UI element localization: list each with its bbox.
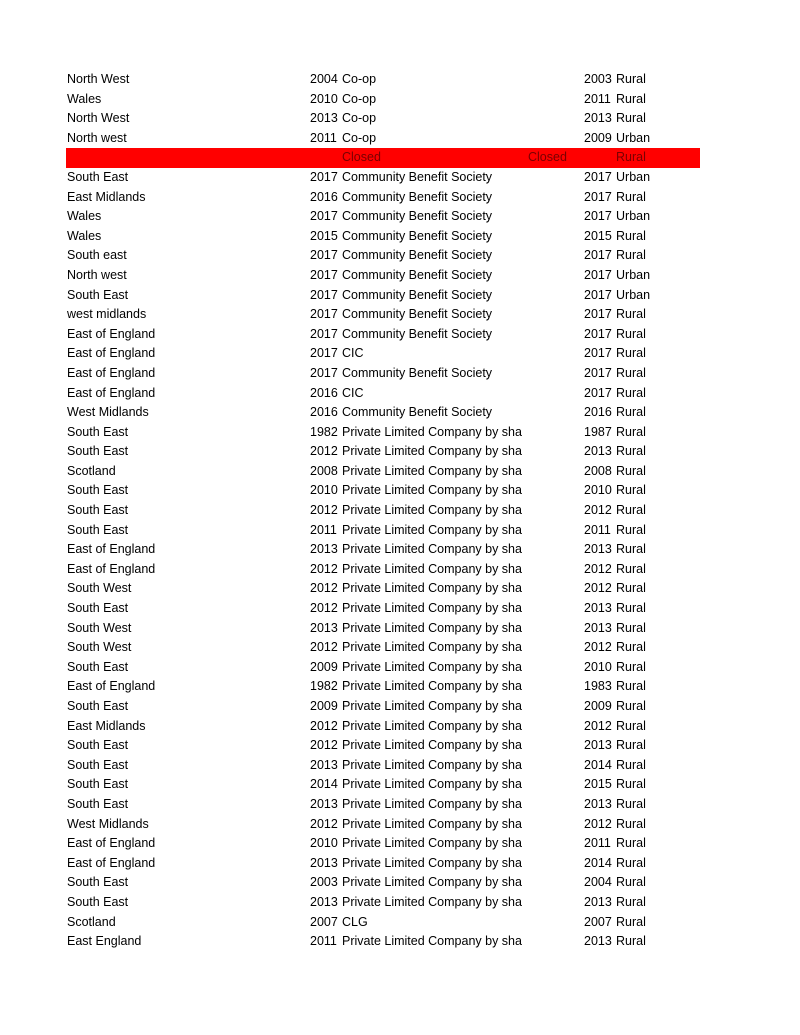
year-cell: 2017 bbox=[310, 267, 338, 282]
table-row bbox=[66, 913, 700, 933]
type-cell: Private Limited Company by sha bbox=[342, 424, 522, 439]
type-cell: Private Limited Company by sha bbox=[342, 894, 522, 909]
record-year-cell: 2013 bbox=[584, 738, 612, 753]
region-cell: South East bbox=[67, 875, 129, 890]
record-year-cell: 2015 bbox=[584, 228, 612, 243]
area-cell: Rural bbox=[616, 365, 646, 380]
record-year-cell: 1983 bbox=[584, 679, 612, 694]
region-cell: East of England bbox=[67, 346, 156, 361]
table-row bbox=[66, 638, 700, 658]
area-cell: Rural bbox=[616, 601, 646, 616]
region-cell: South East bbox=[67, 424, 129, 439]
area-cell: Rural bbox=[616, 542, 646, 557]
table-row bbox=[66, 70, 700, 90]
type-cell: Private Limited Company by sha bbox=[342, 483, 522, 498]
region-cell: North west bbox=[67, 267, 127, 282]
area-cell: Rural bbox=[616, 463, 646, 478]
type-cell: CIC bbox=[342, 385, 364, 400]
record-year-cell: 2011 bbox=[584, 522, 611, 537]
type-cell: Private Limited Company by sha bbox=[342, 522, 522, 537]
table-row bbox=[66, 90, 700, 110]
area-cell: Rural bbox=[616, 483, 646, 498]
year-cell: 2014 bbox=[310, 777, 338, 792]
table-row bbox=[66, 560, 700, 580]
year-cell: 2010 bbox=[310, 91, 338, 106]
record-year-cell: 2017 bbox=[584, 385, 612, 400]
region-cell: South East bbox=[67, 738, 129, 753]
table-row bbox=[66, 658, 700, 678]
table-row bbox=[66, 834, 700, 854]
type-cell: Community Benefit Society bbox=[342, 189, 493, 204]
type-cell: Private Limited Company by sha bbox=[342, 620, 522, 635]
region-cell: East of England bbox=[67, 855, 156, 870]
region-cell: South East bbox=[67, 287, 129, 302]
record-year-cell: 2013 bbox=[584, 796, 612, 811]
area-cell: Rural bbox=[616, 111, 646, 126]
region-cell: South East bbox=[67, 601, 129, 616]
record-year-cell: 2010 bbox=[584, 483, 612, 498]
record-year-cell: 2014 bbox=[584, 757, 612, 772]
type-cell: Private Limited Company by sha bbox=[342, 699, 522, 713]
area-cell: Rural bbox=[616, 699, 646, 713]
year-cell: 2017 bbox=[310, 326, 338, 341]
area-cell: Rural bbox=[616, 934, 646, 949]
area-cell: Urban bbox=[616, 130, 651, 145]
table-row bbox=[66, 246, 700, 266]
type-cell: Community Benefit Society bbox=[342, 307, 493, 322]
closed-area: Rural bbox=[616, 150, 646, 165]
type-cell: Private Limited Company by sha bbox=[342, 777, 522, 792]
record-year-cell: 2013 bbox=[584, 620, 612, 635]
record-year-cell: 2017 bbox=[584, 267, 612, 282]
region-cell: East of England bbox=[67, 326, 156, 341]
year-cell: 2012 bbox=[310, 503, 338, 518]
region-cell: South East bbox=[67, 777, 129, 792]
area-cell: Rural bbox=[616, 894, 646, 909]
record-year-cell: 1987 bbox=[584, 424, 612, 439]
table-row bbox=[66, 873, 700, 893]
year-cell: 2010 bbox=[310, 483, 338, 498]
type-cell: Private Limited Company by sha bbox=[342, 679, 522, 694]
area-cell: Rural bbox=[616, 561, 646, 576]
type-cell: Private Limited Company by sha bbox=[342, 503, 522, 518]
table-row bbox=[66, 717, 700, 737]
region-cell: South East bbox=[67, 522, 129, 537]
record-year-cell: 2013 bbox=[584, 894, 612, 909]
year-cell: 2013 bbox=[310, 620, 338, 635]
year-cell: 2017 bbox=[310, 346, 338, 361]
region-cell: Scotland bbox=[67, 463, 116, 478]
table-row bbox=[66, 932, 700, 952]
closed-label-a: Closed bbox=[342, 150, 381, 165]
year-cell: 2011 bbox=[310, 522, 337, 537]
record-year-cell: 2004 bbox=[584, 875, 612, 890]
record-year-cell: 2012 bbox=[584, 503, 612, 518]
table-row bbox=[66, 129, 700, 149]
year-cell: 2017 bbox=[310, 307, 338, 322]
type-cell: Co-op bbox=[342, 111, 377, 126]
type-cell: Private Limited Company by sha bbox=[342, 738, 522, 753]
type-cell: Community Benefit Society bbox=[342, 248, 493, 263]
table-row bbox=[66, 266, 700, 286]
table-row bbox=[66, 305, 700, 325]
region-cell: North west bbox=[67, 130, 127, 145]
region-cell: South East bbox=[67, 169, 129, 184]
record-year-cell: 2010 bbox=[584, 659, 612, 674]
region-cell: North West bbox=[67, 111, 130, 126]
year-cell: 2013 bbox=[310, 855, 338, 870]
table-row bbox=[66, 540, 700, 560]
record-year-cell: 2011 bbox=[584, 836, 611, 851]
year-cell: 2016 bbox=[310, 405, 338, 420]
table-row bbox=[66, 423, 700, 443]
table-row bbox=[66, 795, 700, 815]
region-cell: South East bbox=[67, 757, 129, 772]
record-year-cell: 2017 bbox=[584, 287, 612, 302]
area-cell: Rural bbox=[616, 875, 646, 890]
year-cell: 2016 bbox=[310, 385, 338, 400]
type-cell: CIC bbox=[342, 346, 364, 361]
region-cell: East of England bbox=[67, 679, 156, 694]
year-cell: 2012 bbox=[310, 816, 338, 831]
year-cell: 2017 bbox=[310, 365, 338, 380]
table-row bbox=[66, 403, 700, 423]
area-cell: Rural bbox=[616, 444, 646, 459]
record-year-cell: 2016 bbox=[584, 405, 612, 420]
year-cell: 2003 bbox=[310, 875, 338, 890]
year-cell: 2013 bbox=[310, 111, 338, 126]
table-row bbox=[66, 364, 700, 384]
year-cell: 1982 bbox=[310, 424, 338, 439]
table-row bbox=[66, 384, 700, 404]
type-cell: Private Limited Company by sha bbox=[342, 875, 522, 890]
year-cell: 2013 bbox=[310, 542, 338, 557]
region-cell: South West bbox=[67, 640, 132, 655]
area-cell: Rural bbox=[616, 757, 646, 772]
record-year-cell: 2014 bbox=[584, 855, 612, 870]
table-row bbox=[66, 227, 700, 247]
area-cell: Urban bbox=[616, 287, 651, 302]
region-cell: West Midlands bbox=[67, 405, 149, 420]
year-cell: 2013 bbox=[310, 796, 338, 811]
table-row bbox=[66, 462, 700, 482]
type-cell: Private Limited Company by sha bbox=[342, 463, 522, 478]
type-cell: Private Limited Company by sha bbox=[342, 796, 522, 811]
region-cell: East of England bbox=[67, 561, 156, 576]
type-cell: Community Benefit Society bbox=[342, 405, 493, 420]
record-year-cell: 2012 bbox=[584, 816, 612, 831]
record-year-cell: 2003 bbox=[584, 72, 612, 86]
record-year-cell: 2013 bbox=[584, 444, 612, 459]
table-row bbox=[66, 619, 700, 639]
table-row bbox=[66, 736, 700, 756]
area-cell: Urban bbox=[616, 267, 651, 282]
area-cell: Rural bbox=[616, 189, 646, 204]
type-cell: Private Limited Company by sha bbox=[342, 816, 522, 831]
record-year-cell: 2017 bbox=[584, 169, 612, 184]
record-year-cell: 2017 bbox=[584, 346, 612, 361]
record-year-cell: 2017 bbox=[584, 209, 612, 224]
record-year-cell: 2009 bbox=[584, 130, 612, 145]
type-cell: Private Limited Company by sha bbox=[342, 855, 522, 870]
year-cell: 2017 bbox=[310, 248, 338, 263]
table-row bbox=[66, 677, 700, 697]
type-cell: Private Limited Company by sha bbox=[342, 718, 522, 733]
area-cell: Rural bbox=[616, 718, 646, 733]
region-cell: South East bbox=[67, 444, 129, 459]
area-cell: Rural bbox=[616, 228, 646, 243]
year-cell: 2012 bbox=[310, 718, 338, 733]
record-year-cell: 2012 bbox=[584, 718, 612, 733]
area-cell: Urban bbox=[616, 209, 651, 224]
table-row bbox=[66, 344, 700, 364]
area-cell: Rural bbox=[616, 405, 646, 420]
table-row bbox=[66, 775, 700, 795]
type-cell: Private Limited Company by sha bbox=[342, 444, 522, 459]
type-cell: Private Limited Company by sha bbox=[342, 601, 522, 616]
table-row bbox=[66, 325, 700, 345]
type-cell: Community Benefit Society bbox=[342, 228, 493, 243]
rows-before-closed bbox=[66, 70, 700, 148]
record-year-cell: 2013 bbox=[584, 934, 612, 949]
type-cell: Community Benefit Society bbox=[342, 267, 493, 282]
rows-after-closed bbox=[66, 168, 700, 952]
table-row bbox=[66, 599, 700, 619]
area-cell: Rural bbox=[616, 620, 646, 635]
year-cell: 2012 bbox=[310, 640, 338, 655]
record-year-cell: 2011 bbox=[584, 91, 611, 106]
area-cell: Rural bbox=[616, 659, 646, 674]
record-year-cell: 2017 bbox=[584, 189, 612, 204]
area-cell: Rural bbox=[616, 424, 646, 439]
type-cell: CLG bbox=[342, 914, 368, 929]
year-cell: 2012 bbox=[310, 738, 338, 753]
table-row bbox=[66, 893, 700, 913]
region-cell: East of England bbox=[67, 385, 156, 400]
record-year-cell: 2013 bbox=[584, 542, 612, 557]
record-year-cell: 2009 bbox=[584, 699, 612, 713]
region-cell: West Midlands bbox=[67, 816, 149, 831]
area-cell: Rural bbox=[616, 777, 646, 792]
area-cell: Rural bbox=[616, 855, 646, 870]
record-year-cell: 2017 bbox=[584, 248, 612, 263]
year-cell: 2004 bbox=[310, 72, 338, 86]
table-row bbox=[66, 207, 700, 227]
year-cell: 2012 bbox=[310, 444, 338, 459]
area-cell: Rural bbox=[616, 503, 646, 518]
year-cell: 2008 bbox=[310, 463, 338, 478]
year-cell: 2009 bbox=[310, 699, 338, 713]
area-cell: Rural bbox=[616, 796, 646, 811]
type-cell: Private Limited Company by sha bbox=[342, 836, 522, 851]
table-row bbox=[66, 481, 700, 501]
region-cell: South east bbox=[67, 248, 127, 263]
year-cell: 2017 bbox=[310, 209, 338, 224]
region-cell: East England bbox=[67, 934, 142, 949]
region-cell: Scotland bbox=[67, 914, 116, 929]
year-cell: 2011 bbox=[310, 130, 337, 145]
year-cell: 2016 bbox=[310, 189, 338, 204]
area-cell: Rural bbox=[616, 679, 646, 694]
table-row bbox=[66, 756, 700, 776]
table-row bbox=[66, 168, 700, 188]
region-cell: west midlands bbox=[67, 307, 147, 322]
type-cell: Private Limited Company by sha bbox=[342, 757, 522, 772]
year-cell: 2009 bbox=[310, 659, 338, 674]
record-year-cell: 2013 bbox=[584, 111, 612, 126]
region-cell: South East bbox=[67, 796, 129, 811]
record-year-cell: 2012 bbox=[584, 581, 612, 596]
area-cell: Rural bbox=[616, 91, 646, 106]
area-cell: Rural bbox=[616, 346, 646, 361]
record-year-cell: 2013 bbox=[584, 601, 612, 616]
region-cell: Wales bbox=[67, 209, 102, 224]
record-year-cell: 2017 bbox=[584, 307, 612, 322]
table-row bbox=[66, 579, 700, 599]
type-cell: Community Benefit Society bbox=[342, 209, 493, 224]
type-cell: Private Limited Company by sha bbox=[342, 542, 522, 557]
type-cell: Co-op bbox=[342, 91, 377, 106]
area-cell: Rural bbox=[616, 836, 646, 851]
type-cell: Community Benefit Society bbox=[342, 326, 493, 341]
table-row bbox=[66, 501, 700, 521]
type-cell: Community Benefit Society bbox=[342, 365, 493, 380]
year-cell: 2007 bbox=[310, 914, 338, 929]
year-cell: 2013 bbox=[310, 894, 338, 909]
year-cell: 2011 bbox=[310, 934, 337, 949]
record-year-cell: 2008 bbox=[584, 463, 612, 478]
area-cell: Rural bbox=[616, 640, 646, 655]
type-cell: Private Limited Company by sha bbox=[342, 581, 522, 596]
year-cell: 2017 bbox=[310, 287, 338, 302]
type-cell: Co-op bbox=[342, 130, 377, 145]
area-cell: Rural bbox=[616, 738, 646, 753]
region-cell: South East bbox=[67, 659, 129, 674]
type-cell: Community Benefit Society bbox=[342, 287, 493, 302]
region-cell: South East bbox=[67, 894, 129, 909]
region-cell: East Midlands bbox=[67, 189, 146, 204]
area-cell: Rural bbox=[616, 522, 646, 537]
year-cell: 2012 bbox=[310, 561, 338, 576]
region-cell: East of England bbox=[67, 365, 156, 380]
area-cell: Rural bbox=[616, 72, 646, 86]
year-cell: 2012 bbox=[310, 601, 338, 616]
year-cell: 2013 bbox=[310, 757, 338, 772]
type-cell: Private Limited Company by sha bbox=[342, 640, 522, 655]
table-row bbox=[66, 815, 700, 835]
closed-label-b: Closed bbox=[528, 150, 567, 165]
region-cell: North West bbox=[67, 72, 130, 86]
region-cell: South West bbox=[67, 620, 132, 635]
year-cell: 2010 bbox=[310, 836, 338, 851]
region-cell: South East bbox=[67, 503, 129, 518]
record-year-cell: 2017 bbox=[584, 326, 612, 341]
area-cell: Rural bbox=[616, 385, 646, 400]
year-cell: 1982 bbox=[310, 679, 338, 694]
table-row bbox=[66, 521, 700, 541]
area-cell: Rural bbox=[616, 326, 646, 341]
region-cell: South East bbox=[67, 699, 129, 713]
closed-marker-row bbox=[66, 148, 700, 168]
area-cell: Rural bbox=[616, 307, 646, 322]
region-cell: South East bbox=[67, 483, 129, 498]
spreadsheet-page bbox=[66, 70, 700, 952]
type-cell: Private Limited Company by sha bbox=[342, 561, 522, 576]
record-year-cell: 2012 bbox=[584, 561, 612, 576]
table-row bbox=[66, 109, 700, 129]
table-row bbox=[66, 286, 700, 306]
record-year-cell: 2017 bbox=[584, 365, 612, 380]
year-cell: 2015 bbox=[310, 228, 338, 243]
table-row bbox=[66, 697, 700, 717]
region-cell: South West bbox=[67, 581, 132, 596]
table-row bbox=[66, 854, 700, 874]
area-cell: Rural bbox=[616, 248, 646, 263]
type-cell: Private Limited Company by sha bbox=[342, 934, 522, 949]
region-cell: East Midlands bbox=[67, 718, 146, 733]
type-cell: Community Benefit Society bbox=[342, 169, 493, 184]
record-year-cell: 2012 bbox=[584, 640, 612, 655]
record-year-cell: 2015 bbox=[584, 777, 612, 792]
area-cell: Urban bbox=[616, 169, 651, 184]
region-cell: East of England bbox=[67, 836, 156, 851]
year-cell: 2017 bbox=[310, 169, 338, 184]
region-cell: Wales bbox=[67, 228, 102, 243]
type-cell: Co-op bbox=[342, 72, 377, 86]
record-year-cell: 2007 bbox=[584, 914, 612, 929]
region-cell: Wales bbox=[67, 91, 102, 106]
area-cell: Rural bbox=[616, 581, 646, 596]
area-cell: Rural bbox=[616, 816, 646, 831]
table-row bbox=[66, 188, 700, 208]
area-cell: Rural bbox=[616, 914, 646, 929]
type-cell: Private Limited Company by sha bbox=[342, 659, 522, 674]
region-cell: East of England bbox=[67, 542, 156, 557]
table-row bbox=[66, 442, 700, 462]
year-cell: 2012 bbox=[310, 581, 338, 596]
